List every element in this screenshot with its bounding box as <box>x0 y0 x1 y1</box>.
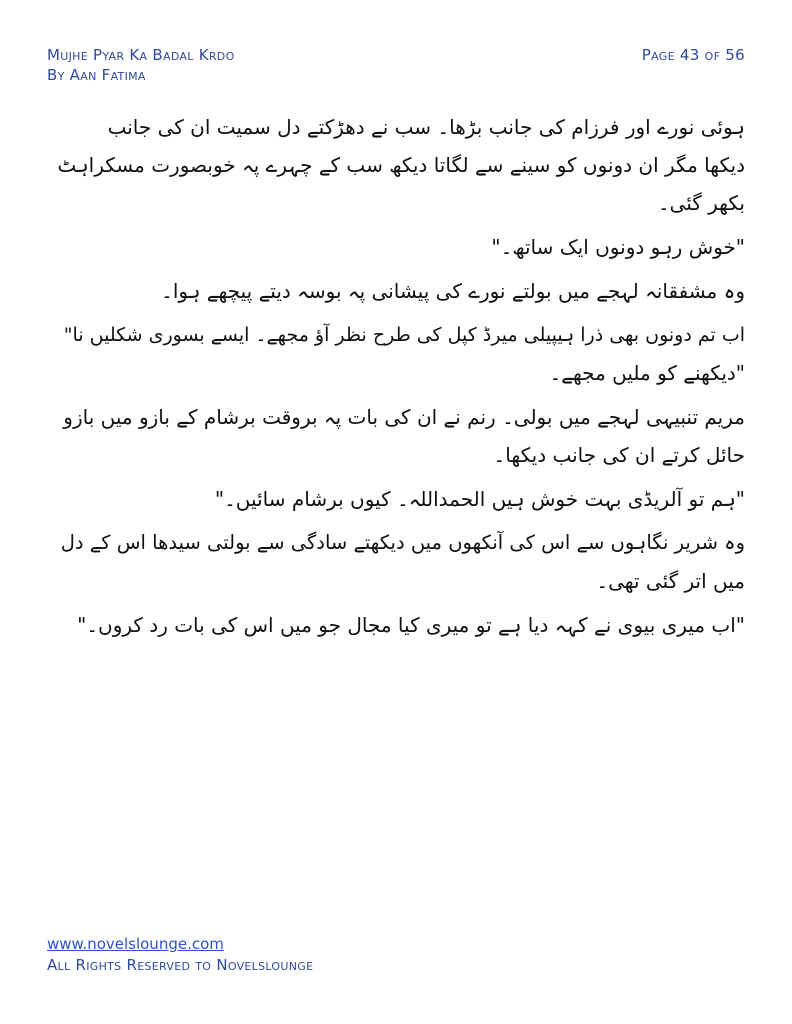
text-line: ہوئی نورے اور فرزام کی جانب بڑھا۔ سب نے دھڑکتے دل سمیت ان کی جانب <box>107 115 745 139</box>
text-line: اب تم دونوں بھی ذرا ہیپیلی میرڈ کپل کی طرح نظر آؤ مجھے۔ ایسے بسوری شکلیں نا" <box>63 324 745 346</box>
paragraph <box>47 480 745 518</box>
paragraph <box>47 108 745 222</box>
body-text <box>47 108 745 644</box>
text-line: حائل کرتے ان کی جانب دیکھا۔ <box>493 443 745 467</box>
website-link[interactable]: www.novelslounge.com <box>47 935 224 953</box>
text-line: وہ مشفقانہ لہجے میں بولتے نورے کی پیشانی پہ بوسہ دیتے پیچھے ہوا۔ <box>161 279 745 303</box>
text-line: دیکھا مگر ان دونوں کو سینے سے لگاتا دیکھ سب کے چہرے پہ خوبصورت مسکراہٹ <box>57 153 745 177</box>
paragraph <box>47 228 745 266</box>
text-line: مریم تنبیہی لہجے میں بولی۔ رنم نے ان کی بات پہ بروقت برشام کے بازو میں بازو <box>63 405 745 429</box>
document-title: Mujhe Pyar Ka Badal Krdo <box>47 46 235 64</box>
text-line: میں اتر گئی تھی۔ <box>596 569 745 593</box>
text-line: وہ شریر نگاہوں سے اس کی آنکھوں میں دیکھتے سادگی سے بولتی سیدھا اس کے دل <box>60 531 745 554</box>
text-line: "اب میری بیوی نے کہہ دیا ہے تو میری کیا مجال جو میں اس کی بات رد کروں۔" <box>77 613 745 637</box>
paragraph <box>47 398 745 474</box>
paragraph <box>47 606 745 644</box>
page-number: Page 43 of 56 <box>641 46 745 64</box>
paragraph <box>47 272 745 310</box>
page-footer <box>47 934 313 976</box>
text-line: "ہم تو آلریڈی بہت خوش ہیں الحمداللہ۔ کیوں برشام سائیں۔" <box>214 487 745 511</box>
document-author: By Aan Fatima <box>47 66 146 84</box>
copyright-notice: All Rights Reserved to Novelslounge <box>47 956 314 974</box>
text-line: "خوش رہو دونوں ایک ساتھ۔" <box>491 235 745 259</box>
paragraph <box>47 524 745 600</box>
paragraph <box>47 316 745 392</box>
text-line: بکھر گئی۔ <box>657 191 745 215</box>
text-line: "دیکھنے کو ملیں مجھے۔ <box>549 361 745 385</box>
